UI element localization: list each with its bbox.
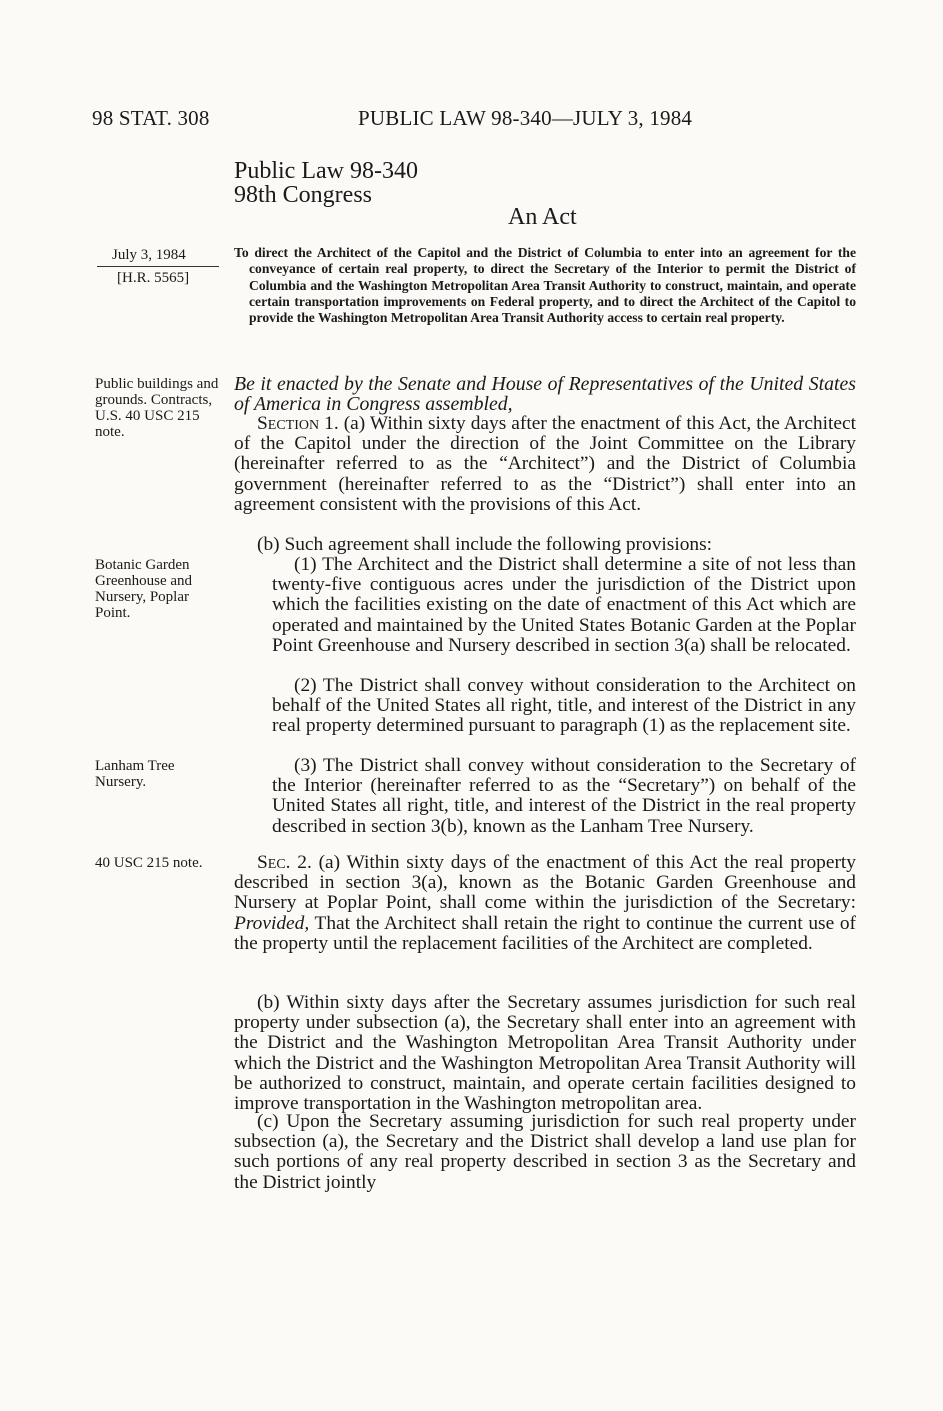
section-1-b-2: (2) The District shall convey without consideration to the Architect on behalf of the United States all right, title, and interest of the District in any real property determined pursuant to paragraph (1) as the replacement site. — [272, 675, 856, 737]
section-1-a — [234, 414, 856, 515]
date-divider — [97, 266, 219, 267]
enactment-date: July 3, 1984 — [112, 247, 186, 263]
section-2-c: (c) Upon the Secretary assuming jurisdiction for such real property under subsection (a), the Secretary and the District shall develop a land use plan for such portions of any real property described in section 3 as the Secretary and the District jointly — [234, 1111, 856, 1193]
section-1-label: Section 1. — [257, 413, 339, 434]
enacting-clause: Be it enacted by the Senate and House of Representatives of the United States of America in Congress assembled, — [234, 373, 856, 416]
margin-note-public-buildings: Public buildings and grounds. Contracts, U.S. 40 USC 215 note. — [95, 376, 219, 440]
section-1-a-text: (a) Within sixty days after the enactment of this Act, the Architect of the Capitol under the direction of the Joint Committee on the Library (hereinafter referred to as the “Architect”) and the District of Columbia government (hereinafter referred to as the “District”) shall enter into an agreement consistent with the provisions of this Act. — [234, 413, 856, 515]
running-header: PUBLIC LAW 98-340—JULY 3, 1984 — [358, 106, 693, 130]
page-stat-citation: 98 STAT. 308 — [92, 106, 210, 130]
section-1-b-1: (1) The Architect and the District shall determine a site of not less than twenty-five contiguous acres under the jurisdiction of the District upon which the facilities existing on the date of enactment of this Act which are operated and maintained by the United States Botanic Garden at the Poplar Point Greenhouse and Nursery described in section 3(a) shall be relocated. — [272, 554, 856, 656]
section-2-b: (b) Within sixty days after the Secretary assumes jurisdiction for such real property under subsection (a), the Secretary shall enter into an agreement with the District and the Washington Metropolitan Area Transit Authority under which the District and the Washington Metropolitan Area Transit Authority will be authorized to construct, maintain, and operate certain facilities designed to improve transportation in the Washington metropolitan area. — [234, 992, 856, 1115]
act-heading: An Act — [508, 204, 577, 230]
margin-note-lanham: Lanham Tree Nursery. — [95, 758, 175, 790]
section-2-label: Sec. 2. — [257, 852, 312, 873]
margin-note-usc: 40 USC 215 note. — [95, 855, 203, 871]
law-number: Public Law 98-340 — [234, 158, 418, 184]
margin-note-botanic-garden: Botanic Garden Greenhouse and Nursery, Poplar Point. — [95, 557, 193, 621]
section-2-a-provided: Provided, — [234, 912, 310, 934]
section-2-a — [234, 853, 856, 954]
section-1-b: (b) Such agreement shall include the following provisions: — [257, 534, 713, 555]
act-purpose-text: To direct the Architect of the Capitol and the District of Columbia to enter into an agreement for the conveyance of certain real property, to direct the Secretary of the Interior to permit the District of Columbia and the Washington Metropolitan Area Transit Authority to construct, maintain, and operate certain transportation improvements on Federal property, and to direct the Architect of the Capitol to provide the Washington Metropolitan Area Transit Authority access to certain real property. — [234, 245, 856, 326]
section-1-b-3: (3) The District shall convey without consideration to the Secretary of the Interior (hereinafter referred to as the “Secretary”) on behalf of the United States all right, title, and interest of the District in the real property described in section 3(b), known as the Lanham Tree Nursery. — [272, 755, 856, 837]
section-2-a-text-2: That the Architect shall retain the right to continue the current use of the property until the replacement facilities of the Architect are completed. — [234, 912, 857, 954]
bill-number: [H.R. 5565] — [117, 270, 190, 286]
act-purpose — [234, 245, 856, 326]
congress-number: 98th Congress — [234, 182, 372, 208]
section-2-a-text-1: (a) Within sixty days of the enactment of this Act the real property described in section 3(a), known as the Botanic Garden Greenhouse and Nursery at Poplar Point, shall come within the jurisdiction of the Secretary: — [234, 852, 856, 914]
